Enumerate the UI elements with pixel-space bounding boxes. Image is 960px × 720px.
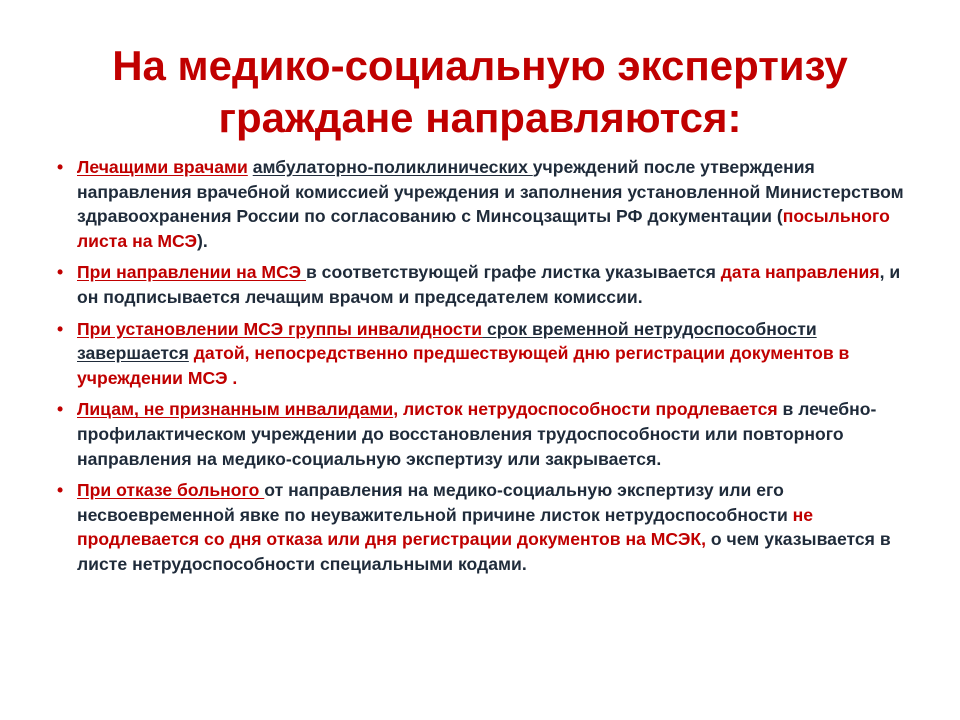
slide-title-line-2: граждане направляются:: [218, 94, 742, 141]
slide-title: [40, 40, 920, 144]
bullet-icon: •: [57, 399, 64, 420]
bullet-item-referral-date: [56, 260, 916, 309]
bullet-item-patient-refusal: [56, 478, 916, 576]
bullet-icon: •: [57, 480, 64, 501]
bullet-4-emphasis: Лицам, не признанным инвалидами: [77, 399, 394, 420]
bullet-1-emphasis: Лечащими врачами: [77, 157, 248, 177]
bullet-item-referral-by-doctors: [56, 155, 916, 253]
bullet-2-highlight: дата направления: [720, 262, 880, 283]
bullet-5-end: о чем указывается в листе нетрудоспособности специальными кодами.: [77, 529, 891, 574]
bullet-list: [56, 155, 916, 584]
bullet-icon: •: [57, 262, 64, 283]
bullet-5-highlight: не продлевается со дня отказа или дня регистрации документов на МСЭК,: [77, 504, 814, 550]
bullet-2-end: , и он подписывается лечащим врачом и председателем комиссии.: [77, 262, 901, 307]
bullet-3-underlined: срок временной нетрудоспособности завершается: [77, 318, 817, 364]
bullet-3-emphasis: При установлении МСЭ группы инвалидности: [77, 318, 483, 339]
bullet-icon: •: [57, 318, 64, 339]
bullet-2-text: в соответствующей графе листка указывается: [305, 262, 721, 283]
bullet-1-highlight: посыльного листа на МСЭ: [77, 206, 890, 251]
bullet-icon: •: [57, 157, 64, 177]
bullet-item-not-recognized-disabled: [56, 397, 916, 471]
bullet-4-highlight: , листок нетрудоспособности продлевается: [393, 399, 778, 420]
bullet-1-text: учреждений после утверждения направления врачебной комиссией учреждения и заполнения установленной Министерством здравоохранения России по согласованию с Минсоцзащиты РФ документации (: [77, 157, 904, 227]
bullet-item-disability-group: [56, 317, 916, 391]
bullet-1-end: ).: [197, 230, 208, 251]
bullet-5-emphasis: При отказе больного: [77, 480, 265, 501]
bullet-2-emphasis: При направлении на МСЭ: [77, 262, 306, 283]
bullet-5-text: от направления на медико-социальную экспертизу или его несвоевременной явке по неуважительной причине листок нетрудоспособности: [77, 480, 793, 525]
slide-title-line-1: На медико-социальную экспертизу: [112, 42, 848, 89]
bullet-3-highlight: датой, непосредственно предшествующей дню регистрации документов в учреждении МСЭ .: [77, 343, 850, 388]
bullet-1-underlined: амбулаторно-поликлинических: [252, 157, 533, 177]
bullet-4-text: в лечебно-профилактическом учреждении до восстановления трудоспособности или повторного направления на медико-социальную экспертизу или закрывается.: [77, 399, 877, 469]
